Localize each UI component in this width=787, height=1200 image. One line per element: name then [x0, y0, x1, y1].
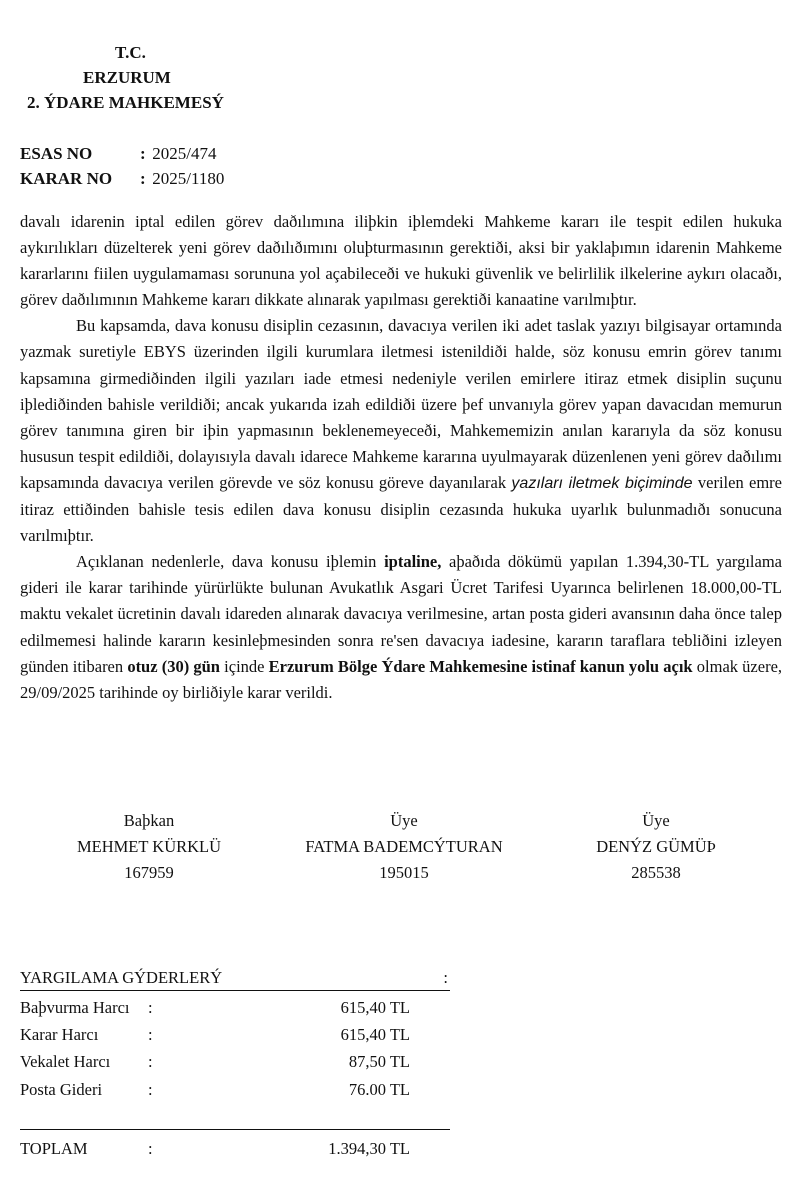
signature-name: FATMA BADEMCÝTURAN — [305, 837, 503, 856]
cost-label: Karar Harcı — [20, 1025, 99, 1044]
paragraph-3-bold-sure: otuz (30) gün — [127, 656, 220, 676]
total-separator: : — [148, 1139, 153, 1158]
costs-title-colon: : — [443, 968, 448, 987]
signature-name: MEHMET KÜRKLÜ — [76, 837, 222, 856]
signature-member-2 — [526, 808, 786, 886]
signature-name: DENÝZ GÜMÜÞ — [596, 837, 716, 856]
cost-amount: 615,40 TL — [340, 998, 410, 1017]
karar-no-value: 2025/1180 — [152, 169, 225, 188]
total-divider — [20, 1129, 450, 1130]
paragraph-3-text-a: Açıklanan nedenlerle, dava konusu iþlemin — [76, 552, 377, 572]
total-row — [20, 1136, 450, 1162]
paragraph-2 — [20, 313, 782, 549]
paragraph-3-text-c: içinde — [224, 656, 265, 676]
signature-president — [19, 808, 279, 886]
total-amount: 1.394,30 TL — [328, 1139, 410, 1158]
total-label: TOPLAM — [20, 1139, 88, 1158]
esas-no-row — [20, 141, 216, 167]
signature-title: Baþkan — [123, 811, 175, 830]
paragraph-2-text-b: verilen emre itiraz ettiðinden bahisle tesis edilen dava konusu disiplin cezasında hukuka uyarlık bulunmadıðı sonucuna varılmıþtır. — [20, 472, 783, 546]
cost-row — [20, 1077, 450, 1103]
cost-separator: : — [148, 998, 153, 1017]
cost-row — [20, 1049, 450, 1075]
karar-no-row — [20, 166, 224, 192]
signature-id: 167959 — [124, 863, 174, 882]
paragraph-2-italic: yazıları iletmek biçiminde — [511, 474, 693, 492]
signature-id: 285538 — [631, 863, 681, 882]
paragraph-1: davalı idarenin iptal edilen görev daðılımına iliþkin iþlemdeki Mahkeme kararı ile tespit edilen hukuka aykırılıkları düzelterek yeni görev daðılıðımını oluþturmasının gerektiði, aksi bir yaklaþımın idarenin Mahkeme kararlarını fiilen uygulamaması sorununa yol açabileceði ve hukuki güvenlik ve belirlilik ilkelerine aykırı olacaðı, görev daðılımının Mahkeme kararı dikkate alınarak yapılması gerektiði kanaatine varılmıþtır. — [20, 212, 782, 310]
signature-id: 195015 — [379, 863, 429, 882]
cost-amount: 76.00 TL — [348, 1080, 410, 1099]
esas-no-value: 2025/474 — [152, 144, 217, 163]
cost-amount: 615,40 TL — [340, 1025, 410, 1044]
cost-separator: : — [148, 1025, 153, 1044]
cost-row — [20, 1022, 450, 1048]
decision-body — [20, 209, 782, 706]
costs-title-label: YARGILAMA GÝDERLERÝ — [20, 968, 223, 987]
paragraph-3-bold-iptal: iptaline, — [384, 552, 442, 572]
costs-title — [20, 966, 450, 991]
paragraph-3 — [20, 549, 782, 706]
paragraph-2-text-a: Bu kapsamda, dava konusu disiplin cezasının, davacıya verilen iki adet taslak yazıyı bilgisayar ortamında yazmak suretiyle EBYS üzerinden ilgili kurumlara iletmesi istenildiði halde, söz konusu emrin görev tanımı kapsamına girmediðinden ilgili yazıları iade etmesi nedeniyle verilen emirlere itiraz etmek disiplin suçunu iþlediðinden bahisle verildiði; ancak yukarıda izah edildiði üzere þef unvanıyla görev yapan davacıdan memurun görev tanımına giren bir iþin yapmasının beklenemeyeceði, Mahkememizin anılan kararıyla da söz konusu hususun tespit edildiði, dolayısıyla davalı idarece Mahkeme kararına uyulmayarak düzenlenen yeni görev daðılımı kapsamında davacıya verilen görevde ve söz konusu göreve dayanılarak — [20, 316, 782, 492]
signature-title: Üye — [390, 811, 418, 830]
cost-label: Baþvurma Harcı — [20, 998, 130, 1017]
paragraph-3-text-d: olmak üzere, 29/09/2025 tarihinde oy birliðiyle karar verildi. — [20, 656, 783, 702]
cost-separator: : — [148, 1052, 153, 1071]
signature-title: Üye — [642, 811, 670, 830]
cost-separator: : — [148, 1080, 153, 1099]
header-court: 2. ÝDARE MAHKEMESÝ — [27, 93, 224, 112]
header-city: ERZURUM — [83, 68, 171, 87]
paragraph-3-bold-istinaf: Erzurum Bölge Ýdare Mahkemesine istinaf kanun yolu açık — [268, 656, 693, 676]
esas-no-separator: : — [140, 144, 146, 163]
esas-no-label: ESAS NO — [20, 144, 93, 163]
header-tc: T.C. — [115, 43, 146, 62]
karar-no-separator: : — [140, 169, 146, 188]
cost-label: Vekalet Harcı — [20, 1052, 111, 1071]
karar-no-label: KARAR NO — [20, 169, 113, 188]
cost-row — [20, 995, 450, 1021]
paragraph-3-text-b: aþaðıda dökümü yapılan 1.394,30-TL yargılama gideri ile karar tarihinde yürürlükte bulunan Avukatlık Asgari Ücret Tarifesi Uyarınca belirlenen 18.000,00-TL maktu vekalet ücretinin davalı idareden alınarak davacıya verilmesine, artan posta gideri avansının daha önce talep edilmemesi halinde kararın kesinleþmesinden sonra re'sen davacıya iadesine, kararın taraflara tebliðini izleyen günden itibaren — [20, 552, 782, 676]
cost-amount: 87,50 TL — [348, 1052, 410, 1071]
signature-member-1 — [274, 808, 534, 886]
cost-label: Posta Gideri — [20, 1080, 103, 1099]
